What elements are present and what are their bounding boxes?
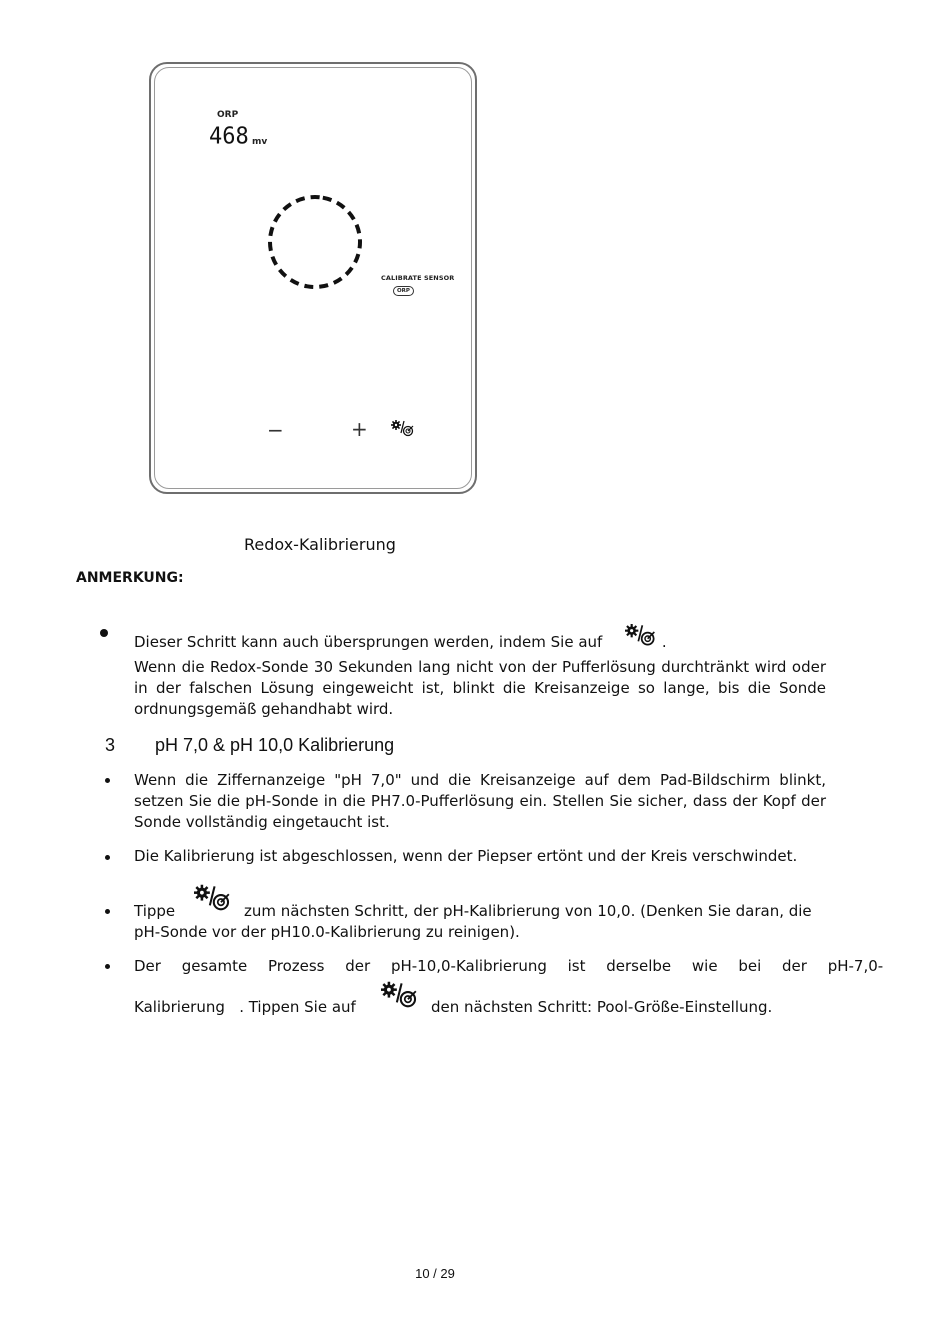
gear-slash-target-icon: [391, 420, 415, 438]
minus-button[interactable]: −: [267, 418, 284, 442]
bullet-item-clean-reminder: pH-Sonde vor der pH10.0-Kalibrierung zu reinigen).: [134, 923, 520, 941]
note-paragraph: Wenn die Redox-Sonde 30 Sekunden lang nicht von der Pufferlösung durchtränkt wird oder in der falschen Lösung eingeweicht ist, blinkt die Kreisanzeige so lange, bis die Sonde ordnungsgemäß gehandhabt wird.: [134, 658, 826, 718]
bullet-item-next-step: zum nächsten Schritt, der pH-Kalibrierung von 10,0. (Denken Sie daran, die: [244, 902, 812, 920]
bullet-marker: [100, 629, 108, 637]
note-heading: ANMERKUNG:: [76, 570, 184, 586]
bullet-item-complete: Die Kalibrierung ist abgeschlossen, wenn der Piepser ertönt und der Kreis verschwindet.: [134, 847, 798, 865]
section-number: 3: [105, 735, 116, 755]
note-bullet-text: Dieser Schritt kann auch übersprungen werden, indem Sie auf: [134, 633, 603, 651]
figure-caption: Redox-Kalibrierung: [244, 535, 396, 554]
gear-slash-target-icon: [625, 623, 657, 649]
section-title: pH 7,0 & pH 10,0 Kalibrierung: [155, 735, 395, 755]
gear-slash-target-icon: [194, 884, 232, 914]
bullet-item-tap-label: Kalibrierung . Tippen Sie auf: [134, 998, 356, 1016]
bullet-marker: [105, 964, 110, 969]
gear-slash-target-icon: [381, 981, 419, 1011]
orp-unit: mv: [252, 137, 268, 147]
bullet-marker: [105, 855, 110, 860]
controller-screen: [154, 67, 472, 489]
circle-indicator-icon: [265, 192, 365, 292]
settings-calibrate-button[interactable]: [391, 420, 415, 442]
note-bullet-item: [134, 623, 834, 655]
controller-illustration: [149, 62, 477, 494]
settings-calibrate-inline: [381, 981, 419, 1015]
settings-calibrate-inline: [625, 623, 657, 655]
note-bullet-end: .: [661, 633, 667, 651]
orp-value-display: 468: [209, 123, 249, 150]
orp-label: ORP: [217, 110, 239, 120]
plus-button[interactable]: +: [351, 417, 368, 441]
calibrate-sensor-label: CALIBRATE SENSOR: [381, 274, 455, 282]
bullet-item-ph10: Der gesamte Prozess der pH-10,0-Kalibrierung ist derselbe wie bei der pH-7,0-: [134, 957, 884, 975]
bullet-item-tap-label: Tippe: [134, 902, 176, 920]
orp-badge: ORP: [393, 286, 414, 296]
settings-calibrate-inline: [194, 884, 232, 918]
bullet-item-pool-size: den nächsten Schritt: Pool-Größe-Einstellung.: [431, 998, 773, 1016]
bullet-marker: [105, 778, 110, 783]
page-number: 10 / 29: [415, 1266, 455, 1281]
bullet-marker: [105, 909, 110, 914]
bullet-item-ph7: Wenn die Ziffernanzeige "pH 7,0" und die Kreisanzeige auf dem Pad-Bildschirm blinkt, setzen Sie die pH-Sonde in die PH7.0-Pufferlösung ein. Stellen Sie sicher, dass der Kopf der Sonde vollständig eingetaucht ist.: [134, 771, 826, 831]
